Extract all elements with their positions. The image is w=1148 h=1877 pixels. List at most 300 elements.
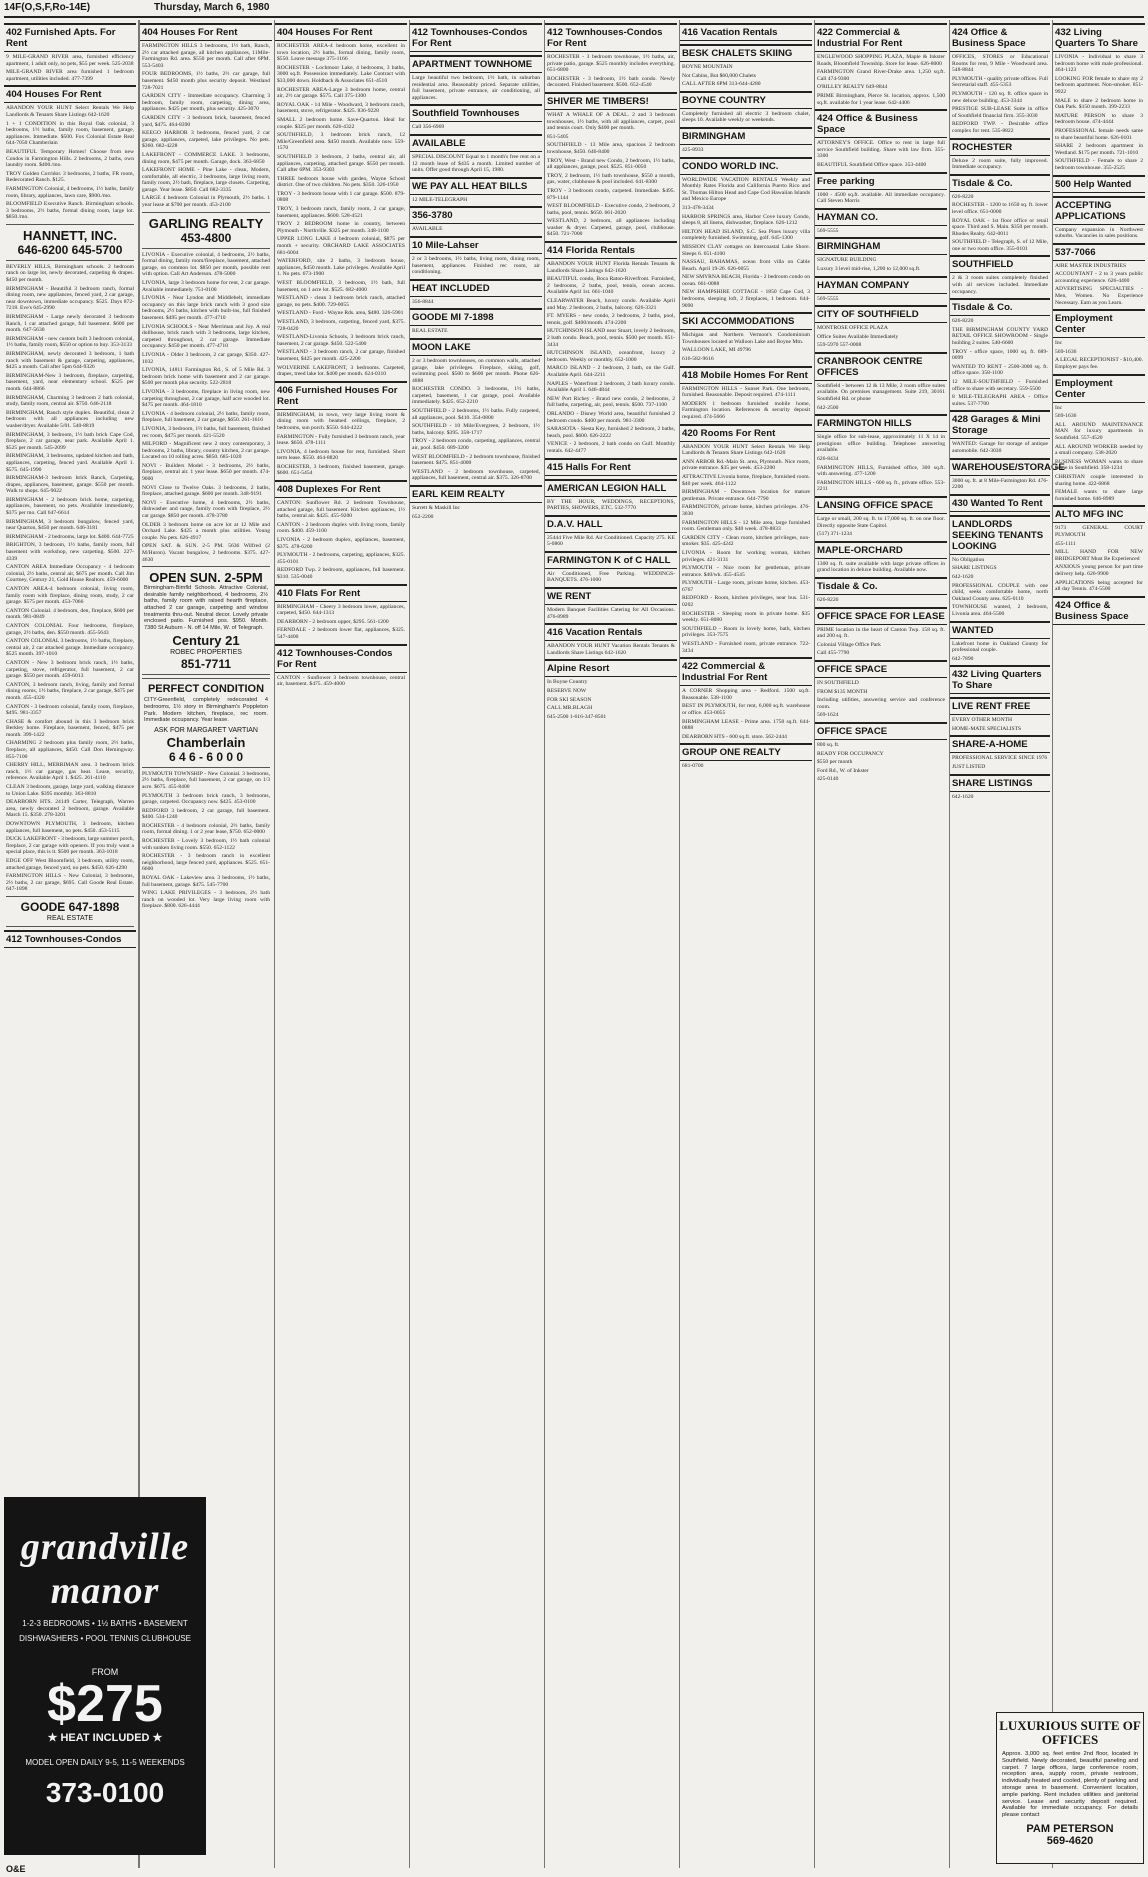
classified-ad: LARGE 4 bedroom Colonial in Plymouth, 2½ baths. 1 year lease at $700 per month. 453-2100: [142, 195, 270, 209]
hannett-ad: HANNETT, INC. 646-6200 645-5700: [6, 224, 134, 261]
grandville-manor-ad: grandville manor 1-2-3 BEDROOMS • 1½ BATHS • BASEMENT DISHWASHERS • POOL TENNIS CLUBHOUSE FROM $275 ★ HEAT INCLUDED ★ MODEL OPEN DAILY 9-5, 11-5 WEEKENDS 373-0100: [4, 1497, 206, 1855]
classified-ad: Luxury 3 level mid-rise, 1,200 to 12,000 sq.ft.: [817, 265, 921, 272]
classified-ad: 1000 - 4500 sq.ft. available. All immediate occupancy. Call Steven Morris: [817, 191, 945, 205]
section-heading: LANDLORDS SEEKING TENANTS LOOKING: [950, 515, 1050, 555]
classified-ad: BIRMINGHAM-3 bedroom brick Ranch, Carpeting, drapes, appliances, basement, garage. $550 per month. Walk to shops. 645-9022: [6, 475, 134, 495]
classified-ad: WESTLAND - Ford - Wayne Rds. area, $480. 326-5901: [277, 310, 404, 317]
classified-ad: ABANDON YOUR HUNT Florida Rentals Tenants & Landlords Share Listings 642-1620: [547, 261, 675, 274]
section-heading: BOYNE COUNTRY: [680, 91, 812, 109]
classified-ad: BIRMINGHAM-New 3 bedroom, fireplace, carpeting, basement, yard, near elementary school. $525 per month. 644-8866: [6, 372, 134, 392]
classified-ad: Single office for sub-lease, approximately 11 X 14 in prestigious office building. Telephone answering available.: [817, 434, 945, 454]
classified-ad: Large beautiful two bedroom, 1½ bath, in suburban residential area. Reasonably priced. Separate utilities, full basement, private entrance, air conditioning, all appliances.: [412, 75, 540, 101]
column-3: [274, 20, 407, 1868]
luxurious-suite-ad: LUXURIOUS SUITE OF OFFICES Approx. 3,000 sq. feet entire 2nd floor, located in Southfield. Newly decorated, beautiful paneling and carpet. 7 large offices, large conference room, reception area, supply room, private restroom, individually heated and cooled, plenty of parking and storage area in basement. Convenient location, ample parking. Rent includes utilities and janitorial service. Lease and security deposit required. Available for immediate occupancy. For details please contact PAM PETERSON 569-4620: [996, 1712, 1144, 1864]
section-heading: 432 Living Quarters To Share: [950, 665, 1050, 694]
column-6: [679, 20, 812, 1868]
classified-ad: NOVI - Builders Model - 3 bedrooms, 2½ baths, fireplace, central air. 1 year lease. $650 per month. 474-9000: [142, 462, 270, 483]
section-heading: WE RENT: [545, 587, 677, 605]
section-heading: 424 Office & Business Space: [815, 109, 947, 138]
classified-ad: WESTLAND - Furnished room, private entrance. 722-3434: [682, 641, 810, 654]
classified-ad: ROCHESTER AREA-4 bedroom home, excellent in town location, 2½ baths, formal dining, family room, $550. Leave message 375-1166: [277, 43, 405, 63]
classified-ad: LIVONIA - 4 bedroom colonial, 2½ baths, family room, fireplace, full basement, 2 car garage, $650. 261-1616: [142, 410, 270, 424]
classified-ad: JUST LISTED: [952, 764, 986, 771]
classified-ad: WEST BLOOMFIELD - 2 bedroom townhouse, finished basement. $475. 851-4000: [412, 453, 540, 467]
classified-ad: FARMINGTON, private home, kitchen privileges. 476-3030: [682, 504, 810, 517]
column-4: [409, 20, 542, 1868]
column-8: [949, 20, 1065, 1868]
classified-ad: TROY Golden Corridor. 3 bedrooms, 2 baths, FR room, Redecorated Ranch. $125.: [6, 170, 134, 184]
column-9: [1052, 20, 1145, 1868]
classified-ad: 9173 GENERAL COURT PLYMOUTH: [1055, 525, 1143, 538]
classified-ad: FERNDALE - 2 bedroom lower flat, appliances, $325. 547-4400: [277, 627, 405, 640]
classified-ad: CHASE & comfort abound in this 3 bedroom brick Berkley home. Fireplace, basement, fenced, $475 per month. 399-1422: [6, 718, 134, 738]
classified-ad: No Obligation: [952, 556, 985, 563]
classified-ad: 681-0700: [682, 763, 704, 770]
classified-ad: 626-8220: [817, 596, 839, 603]
section-heading: Southfield Townhouses: [410, 104, 542, 122]
section-heading: 414 Florida Rentals: [545, 241, 677, 259]
classified-ad: Lakefront home in Oakland County for professional couple.: [952, 640, 1048, 654]
classified-ad: MILE-GRAND RIVER area furnished 1 bedroom apartment, utilities included. 477-7399: [6, 69, 134, 82]
classified-ad: Surrett & Maskill Inc: [412, 505, 461, 511]
classified-ad: MILFORD - Magnificent new 2 story contemporary, 3 bedrooms, 2 baths, library, country kitchen, 2 car garage. Located on 10 rolling acres. $850. 685-1020: [142, 441, 270, 461]
classified-ad: NAPLES - Waterfront 2 bedroom, 2 bath luxury condo. Available April 1. 646-4844: [547, 380, 675, 394]
classified-ad: LIVONIA - Older 3 bedroom, 2 car garage, $350. 427-1032: [142, 351, 270, 365]
classified-ad: BIRMINGHAM, 3 bedrooms, updated kitchen and bath, appliances, carpeting, fenced yard. Available April 1. $575. 645-1990: [6, 453, 134, 473]
classified-ad: BIRMINGHAM - Downtown location for mature gentleman. Private entrance. 644-7790: [682, 489, 810, 502]
classified-ad: WESTLAND - clean 3 bedroom brick ranch, attached garage, no pets. $400. 729-0055: [277, 295, 405, 308]
classified-ad: FARMINGTON Grand River-Drake area. 1,250 sq.ft. Call 474-9300: [817, 69, 945, 82]
classified-ad: SOUTHFIELD, 3 bedroom brick ranch, 12 Mile/Greenfield area. $450 month. Available now. 559-1570: [277, 132, 405, 152]
classified-ad: ROYAL OAK - 1st floor office or retail space. Third and S. Main. $350 per month. Rhodes Realty. 642-0011: [952, 217, 1048, 237]
classified-ad: 569-1636: [1055, 413, 1077, 420]
section-heading: CITY OF SOUTHFIELD: [815, 305, 947, 323]
classified-ad: REDFORD Twp. 2 bedroom, appliances, full basement. $310. 535-0040: [277, 567, 405, 580]
classified-ad: CHERRY HILL, MERRIMAN area. 3 bedroom brick ranch, 1½ car garage, gas heat. Lease, security, reference. Available April 1. $425. 261-4110: [6, 762, 134, 782]
section-heading: MAPLE-ORCHARD: [815, 541, 947, 559]
classified-ad: TROY, 3 bedroom ranch, family room, 2 car garage, basement, appliances. $600. 528-4521: [277, 206, 405, 219]
section-heading: OFFICE SPACE: [815, 660, 947, 678]
section-heading: Tisdale & Co.: [815, 577, 947, 595]
section-heading: 422 Commercial & Industrial For Rent: [815, 23, 947, 52]
classified-ad: ROCHESTER - Sleeping room in private home. $35 weekly. 651-8080: [682, 610, 810, 624]
classified-ad: BOYNE MOUNTAIN: [682, 64, 733, 70]
classified-ad: REDFORD 3 bedroom, 2 car garage, full basement. $400. 534-1240: [142, 807, 270, 821]
open-sun-ad: OPEN SUN. 2-5PM Birmingham-Bimfld Schools. Attractive Colonial, desirable family neighborhood, 4 bedrooms, 2½ baths, family room with raised hearth fireplace, attached 2 car garage, carpeting and window treatments thru-out. Neutral decor. Lovely private enclosed patio. Furnished pos. $950. Month. 7380 St Auburn - N. off 14 Mile, W. of Telegraph. Century 21 ROBEC PROPERTIES 851-7711: [142, 566, 270, 675]
classified-ad: LIVONIA - Near Lyndon and Middlebelt, immediate occupancy on this large brick ranch with 3 good size bedrooms, 2½ baths, kitchen with built-ins, full finished basement. $495 per month. 477-4710: [142, 295, 270, 321]
classified-ad: 642-2500: [817, 404, 839, 411]
classified-ad: 652-2200: [412, 513, 434, 520]
section-heading: OFFICE SPACE: [815, 722, 947, 740]
classified-ad: 425-0140: [817, 776, 839, 783]
classified-ad: Company expansion in Northwest suburbs. Vacancies in sales positions.: [1055, 226, 1143, 240]
classified-ad: PROFESSIONAL COUPLE with one child, seeks comfortable home, north Oakland County area. 625-0110: [952, 582, 1048, 602]
classified-ad: ROYAL OAK - Lakeview area. 3 bedrooms, 1½ baths, full basement, garage. $475. 545-7700: [142, 875, 270, 888]
section-heading: WANTED: [950, 621, 1050, 639]
classified-ad: Large or small, 200 sq. ft. to 17,000 sq. ft. on one floor. Directly opposite State Capitol.: [817, 516, 945, 529]
section-heading: BIRMINGHAM: [815, 237, 947, 255]
classified-ad: 2 or 3 bedrooms, 1½ baths, living room, dining room, basement, appliances. Finished rec room, air conditioning.: [412, 255, 540, 276]
classified-ad: APPLICATIONS being accepted for all day Tennis. 474-5500: [1055, 579, 1143, 593]
section-heading: 412 Townhouses-Condos For Rent: [410, 23, 542, 52]
section-heading: Alpine Resort: [545, 659, 677, 677]
section-heading: 404 Houses For Rent: [275, 23, 407, 41]
classified-ad: DEARBORN HTS. 24149 Carter, Telegraph, Warren area, newly decorated 2 bedroom, garage. Available March 15. $350. 278-3201: [6, 799, 134, 819]
classified-ad: TROY - 2 bedroom condo, carpeting, appliances, central air, pool. $450. 689-3200: [412, 438, 540, 452]
classified-ad: DEARBORN - 2 bedroom upper, $295. 561-1200: [277, 618, 389, 625]
classified-ad: 2 & 3 room suites completely finished with all services included. Immediate occupancy.: [952, 275, 1048, 295]
classified-ad: GARDEN CITY - 3 bedroom brick, basement, fenced yard, $475. 464-8390: [142, 114, 270, 128]
classified-ad: FARMINGTON - Fully furnished 3 bedroom ranch, year lease. $650. 478-1111: [277, 433, 405, 447]
section-heading: HEAT INCLUDED: [410, 279, 542, 297]
classified-ad: 559-5970 557-0008: [817, 342, 862, 349]
classified-ad: 2 or 3 bedroom townhouses, on common walls, attached garage, lake privileges. Fireplace, skiing, golf, swimming pool. $500 to $600 per month. Phone 626-4888: [412, 357, 540, 384]
classified-ad: MALE to share 2 bedroom home in Oak Park. $150 month. 399-2233: [1055, 97, 1143, 111]
classified-ad: WESTLAND, 2 bedroom, all appliances including washer & dryer. Carpeted, garage, pool, clubhouse. $450. 721-7000: [547, 218, 675, 238]
classified-ad: NASSAU, BAHAMAS, ocean front villa on Cable Beach. April 19-26. 626-0055: [682, 259, 810, 272]
classified-ad: BIRMINGHAM, newly decorated 3 bedroom, 1 bath ranch with basement & garage, carpeting, appliances, $425 a month. Call after 5pm 644-9326: [6, 351, 134, 371]
classified-ad: IN SOUTHFIELD: [817, 679, 859, 686]
classified-ad: NOVI Close to Twelve Oaks. 3 bedrooms, 2 baths, fireplace, attached garage. $600 per month. 348-9191: [142, 484, 270, 498]
classified-ad: DUCK LAKEFRONT - 3 bedroom, large summer porch, fireplace, 2 car garage with openers. If you truly want a special place, this is it. $500 per month. 363-1018: [6, 836, 134, 856]
classified-ad: SOUTHFIELD 3 bedroom, 2 baths, central air, all appliances, carpeting, attached garage. $550 per month. Call after 6PM. 353-9303: [277, 153, 405, 174]
classified-ad: WESTLAND - 3 bedroom ranch, 2 car garage, finished basement, $425 per month. 425-2200: [277, 349, 405, 362]
classified-ad: 569-1636: [1055, 348, 1077, 355]
classified-ad: CANTON AREA Immediate Occupancy - 4 bedroom colonial, 2½ baths, central air, $675 per month. Call Jim Courtney, Century 21, Gold House Realtors. 459-6000: [6, 564, 134, 584]
classified-ad: ROCHESTER - 3 bedroom townhouse, 1½ baths, air, private patio, garage. $525 monthly includes everything. 651-6800: [547, 54, 675, 74]
classified-ad: EVERY OTHER MONTH: [952, 717, 1013, 724]
section-heading: 418 Mobile Homes For Rent: [680, 366, 812, 384]
section-heading: 422 Commercial & Industrial For Rent: [680, 657, 812, 686]
classified-ad: FARMINGTON HILLS, Furnished office, 300 sq.ft. with answering. 477-1200: [817, 464, 945, 478]
section-heading: GOODE MI 7-1898: [410, 308, 542, 326]
section-heading: 416 Vacation Rentals: [545, 623, 677, 641]
column-7: [814, 20, 947, 1868]
goode-ad: GOODE 647-1898 REAL ESTATE: [6, 896, 134, 927]
classified-ad: NEW SMYRNA BEACH, Florida - 2 bedroom condo on ocean. 661-0088: [682, 274, 810, 287]
classified-ad: TOWNHOUSE wanted, 2 bedroom, Livonia area. 464-5500: [952, 604, 1048, 617]
classified-ad: WESTLAND-Livonia Schools, 3 bedroom brick ranch, basement, 2 car garage. $450. 522-5400: [277, 334, 405, 347]
classified-ad: PLYMOUTH - Nice room for gentleman, private entrance. $40/wk. 455-4545: [682, 565, 810, 578]
classified-ad: SOUTHFIELD - Female to share 2 bedroom townhouse. 355-2525: [1055, 158, 1143, 171]
classified-ad: MISSION CLAY cottages on Intercoastal Lake Shore. Sleeps 6. 651-4100: [682, 243, 810, 257]
section-heading: Employment Center: [1053, 374, 1145, 403]
classified-ad: FARMINGTON HILLS - 12 Mile area, large furnished room. Gentleman only. $40 week. 478-8833: [682, 519, 810, 533]
classified-ad: BIRMINGHAM - 2 bedroom brick home, carpeting, appliances, basement, no pets. Available immediately, $375 per mo. Call 647-6614: [6, 496, 134, 517]
classified-ad: ATTRACTIVE Livonia home, fireplace, furnished room. $40 per week. 464-1122: [682, 473, 811, 487]
classified-ad: LIVONIA, 4 bedroom house for rent, furnished. Short term lease. $550. 464-8820: [277, 448, 405, 462]
classified-ad: KEEGO HARBOR 3 bedrooms, fenced yard, 2 car garage, appliances, carpeted, lake privileges. No pets. $360. 682-4228: [142, 130, 270, 150]
section-heading: WAREHOUSE/STORAGE: [950, 458, 1050, 476]
classified-ad: ALL AROUND WORKER needed by a small company. 538-2020: [1055, 443, 1143, 457]
classified-ad: 642-1620: [952, 793, 974, 800]
classified-ad: 642-7890: [952, 655, 974, 662]
classified-ad: Deluxe 2 room suite, fully improved. Immediate occupancy.: [952, 157, 1048, 171]
section-heading: SOUTHFIELD: [950, 255, 1050, 273]
section-heading: HAYMAN CO.: [815, 208, 947, 226]
section-heading: GROUP ONE REALTY: [680, 743, 812, 761]
classified-ad: Inc: [1055, 340, 1063, 347]
classified-ad: FT. MYERS - new condo, 2 bedrooms, 2 baths, pool, tennis, golf. $400/month. 474-2200: [547, 313, 675, 326]
classified-ad: CANTON COLONIAL Four bedrooms, fireplace, garage, 2½ baths, den. $550 month. 455-5643: [6, 622, 134, 636]
classified-ad: ROCHESTER CONDO. 3 bedrooms, 1½ baths, carpeted, basement, 1 car garage, pool. Available immediately. $425. 652-2210: [412, 386, 540, 406]
classified-ad: SOUTHFIELD - 10 Mile/Evergreen, 2 bedroom, 1½ baths, balcony. $395. 358-1717: [412, 423, 540, 436]
section-heading: Free parking: [815, 172, 947, 190]
section-heading: 408 Duplexes For Rent: [275, 480, 407, 498]
classified-ad: ANN ARBOR Rd.-Main St. area, Plymouth. Nice room, private entrance. $35 per week. 453-2200: [682, 458, 810, 472]
section-heading: Tisdale & Co.: [950, 298, 1050, 316]
classified-ad: SOUTHFIELD - 13 Mile area, spacious 2 bedroom townhouse, $450. 646-8400: [547, 142, 675, 155]
classified-ad: 626-8220: [952, 318, 974, 325]
classified-ad: GARDEN CITY - Clean room, kitchen privileges, non-smoker. $35. 425-4242: [682, 534, 810, 548]
classified-ad: ROCHESTER - Lochmoor Lake, 4 bedrooms, 3 baths, 3000 sq.ft. Possession immediately. Lake Contract with $33,000 down. Holdback & Associates 651-4510: [277, 64, 405, 84]
section-heading: 430 Wanted To Rent: [950, 494, 1050, 512]
classified-ad: In Boyne Country: [547, 679, 588, 686]
classified-ad: BIRMINGHAM LEASE - Prime area. 1750 sq.ft. 644-0888: [682, 718, 810, 732]
classified-ad: PLYMOUTH 3 bedroom brick ranch, 3 bedrooms, garage, carpeted. Occupancy now. $425. 453-0100: [142, 792, 270, 806]
classified-ad: BEST IN PLYMOUTH, for rent, 6,000 sq.ft. warehouse or office. 453-0055: [682, 703, 810, 716]
classified-ad: MATURE PERSON to share 3 bedroom house. 474-4444: [1055, 112, 1143, 126]
classified-ad: 569-5555: [817, 227, 839, 234]
column-5: [544, 20, 677, 1868]
classified-ad: Completely furnished all electric 3 bedroom chalet, sleeps 10. Available weekly or weekends.: [682, 110, 810, 124]
section-townhouses: 412 Townhouses-Condos: [4, 930, 136, 948]
classified-ad: 9 MILE-GRAND RIVER area, furnished efficiency apartment, 1 adult only, no pets, $55 per week. 525-2038: [6, 54, 134, 67]
classified-ad: 851-5405: [547, 133, 569, 140]
section-heading: 404 Houses For Rent: [4, 85, 136, 103]
classified-ad: 626-8434: [817, 456, 839, 463]
classified-ad: 626-8220: [952, 193, 974, 200]
classified-ad: ANXIOUS young person for part time delivery help. 626-9900: [1055, 564, 1143, 577]
section-heading: AMERICAN LEGION HALL: [545, 479, 677, 497]
classified-ad: 12 MILE-TELEGRAPH: [412, 196, 468, 203]
classified-ad: CHARMING 2 bedroom plus family room, 2½ baths, fireplace, all appliances, $450. Call Don Hemingway. 855-7100: [6, 740, 134, 760]
classified-ad: Michigan and Northern Vermont's Condominium Townhouses located at Walloon Lake and Boyne Mtn.: [682, 332, 810, 345]
classified-ad: WHAT A WHALE OF A DEAL. 2 and 3 bedroom townhouses, 1½ baths, with all appliances, carpet, pool and tennis court. Only $400 per month.: [547, 111, 675, 132]
section-heading: ACCEPTING APPLICATIONS: [1053, 196, 1145, 225]
section-heading: EARL KEIM REALTY: [410, 485, 542, 503]
classified-ad: MILL HAND FOR NEW BRIDGEPORT Must Be Experienced: [1055, 549, 1143, 562]
classified-ad: CALL MR.BLAGH: [547, 705, 593, 712]
section-heading: SKI ACCOMMODATIONS: [680, 312, 812, 330]
classified-ad: CANTON: Sunflower Rd. 2 bedroom Townhouse, attached garage, full basement. Kitchen appliances, 1½ baths, central air. $425. 455-9200: [277, 500, 405, 520]
classified-ad: Not Cabins, But $60,000 Chalets: [682, 72, 756, 79]
classified-ad: READY FOR OCCUPANCY: [817, 750, 884, 757]
classified-ad: SOUTHFIELD - Room in lovely home, bath, kitchen privileges. 353-7575: [682, 625, 810, 639]
section-heading: D.A.V. HALL: [545, 515, 677, 533]
classified-ad: WING LAKE PRIVILEGES - 3 bedroom, 2½ bath ranch on wooded lot. Very large living room with fireplace. $800. 626-4444: [142, 890, 270, 910]
section-heading: 10 Mile-Lahser: [410, 236, 542, 254]
classified-ad: ROCHESTER - 3 bedroom, 1½ bath condo. Newly decorated. Finished basement. $500. 652-4540: [547, 75, 675, 89]
classified-ad: LAKEFRONT - COMMERCE LAKE. 3 bedrooms, dining room, $475 per month. Garage, dock. 363-6850: [142, 151, 270, 165]
classified-ad: WOLVERINE LAKEFRONT, 3 bedrooms. Carpeted, drapes, treed lake lot. $400 per month. 624-0310: [277, 364, 405, 378]
classified-ad: RESERVE NOW: [547, 688, 587, 695]
classified-ad: DOWNTOWN PLYMOUTH, 3 bedroom, kitchen appliances, full basement, no pets. $450. 453-5115: [6, 821, 134, 834]
classified-ad: SPECIAL DISCOUNT Equal to 1 month's free rent on a 12 month lease of $435 a month. Limited number of units. Offer good through April 15, 1980.: [412, 153, 540, 174]
section-heading: MOON LAKE: [410, 338, 542, 356]
classified-ad: NEW Port Richey - Brand new condo, 2 bedrooms, 2 full baths, carpeting, air, pool, tennis. $500. 737-1100: [547, 395, 675, 409]
classified-ad: CLEARWATER Beach, luxury condo. Available April and May. 2 bedroom, 2 baths, balcony. 626-3321: [547, 298, 675, 311]
classified-ad: VENICE - 2 bedroom, 2 bath condo on Gulf. Monthly rentals. 642-4477: [547, 441, 675, 454]
classified-ad: OLDER 3 bedroom home on acre lot at 12 Mile and Orchard Lake. $425 a month plus utilities. Young couple. No pets. 626-4917: [142, 521, 270, 541]
classified-ad: Air Conditioned, Free Parking. WEDDINGS-BANQUETS. 476-1000: [547, 570, 675, 584]
classified-ad: Colonial Village Office Park: [817, 641, 881, 648]
classified-ad: FARMINGTON Colonial, 4 bedrooms, 1½ baths, family room, library, appliances, lawn care, $900./mo.: [6, 185, 134, 199]
classified-ad: BIRMINGHAM, in town, very large living room & dining room with beamed ceilings, fireplace, 2 bedrooms, sun porch. $550. 644-4222: [277, 411, 405, 431]
classified-ad: EDGE OFF West Bloomfield, 3 bedroom, utility room, attached garage, fenced yard, no pets. $450. 626-4290: [6, 857, 134, 871]
classified-ad: BIRMINGHAM, 3 bedroom, 1½ bath brick Cape Cod, fireplace, 2 car garage, near park. Available April 1. $525 per month. 545-2099: [6, 431, 134, 451]
classified-ad: LIVONIA, 14811 Farmington Rd., S. of 5 Mile Rd. 3 bedroom brick home with basement and 2 car garage. $500 per month plus security. 522-2818: [142, 367, 270, 387]
classified-ad: FARMINGTON HILLS - New Colonial, 3 bedrooms, 2½ baths, 2 car garage, $695. Call Goode Real Estate. 647-1898: [6, 873, 134, 893]
classified-ad: ROCHESTER AREA-Large 3 bedroom home, central air, 2½ car garage. $575. Call 375-1300: [277, 86, 405, 100]
classified-ad: WALLOON LAKE, MI 49796: [682, 347, 751, 354]
classified-ad: OFFICES, STORES or Educational Rooms for rent, 9 Mile - Woodward area. 548-8844: [952, 54, 1048, 74]
classified-ad: PLYMOUTH - 120 sq. ft. office space in new deluxe building. 453-3344: [952, 90, 1048, 104]
classified-ad: CLEAN 3 bedroom, garage, large yard, walking distance to Union Lake. $395 monthly. 363-8810: [6, 784, 134, 797]
classified-ad: TROY - 3 bedroom condo, carpeted. Immediate. $495. 879-1144: [547, 187, 675, 201]
section-heading: FARMINGTON K of C HALL: [545, 551, 677, 569]
section-heading: 415 Halls For Rent: [545, 458, 677, 476]
classified-ad: BIRMINGHAM - Beautiful 3 bedroom ranch, formal dining room, new appliances, fenced yard, 2 car garage, near downtown, immediate occupancy. $525. Days 872-7218. Eve's 645-2990: [6, 285, 134, 312]
classified-ad: CALL AFTER 6PM 313-644-4280: [682, 81, 761, 88]
classified-ad: LIVONIA - Individual to share 3 bedroom home with male professional. 464-1123: [1055, 54, 1143, 74]
classified-ad: ABANDON YOUR HUNT Select Rentals We Help Landlords & Tenants Share Listings 642-1620: [6, 105, 134, 118]
classified-ad: AIRE MASTER INDUSTRIES: [1055, 262, 1127, 269]
classified-ad: BIRMINGHAM - new custom built 3 bedroom colonial, 1½ baths, family room, $550 or option to buy. 353-3133: [6, 335, 134, 349]
classified-ad: BIRMINGHAM, Ranch style duplex. Beautiful, clean 2 bedroom with all appliances including new washer/dryer. Available 5/01. 540-8819: [6, 409, 134, 429]
section-heading: 412 Townhouses-Condos For Rent: [275, 644, 407, 673]
section-heading: 404 Houses For Rent: [140, 23, 272, 41]
classified-ad: CANTON - Sunflower 3 bedroom townhouse, central air, basement. $475. 459-4000: [277, 674, 405, 688]
section-heading: SHIVER ME TIMBERS!: [545, 92, 677, 110]
section-heading: CRANBROOK CENTRE OFFICES: [815, 352, 947, 381]
classified-ad: (517) 371-1234: [817, 531, 852, 538]
classified-ad: REDFORD - Room, kitchen privileges, near bus. 531-0202: [682, 595, 810, 609]
classified-ad: BIRMINGHAM - Large newly decorated 3 bedroom Ranch, 1 car attached garage, full basement. $600 per month. 647-5630: [6, 314, 134, 334]
classified-ad: CANTON - New 3 bedroom brick ranch, 1½ baths, carpeting, stove, refrigerator, full basement, 2 car garage. $550 per month. 459-6013: [6, 659, 134, 680]
classified-ad: Office Suites Available Immediately: [817, 333, 899, 340]
classified-ad: CANTON Colonial. 4 bedroom, den, fireplace, $600 per month. 981-0849: [6, 607, 134, 621]
classified-ad: Southfield - between 12 & 13 Mile, 2 room office suites available. On premises management. Suite 219, 30161 Southfield Rd. or phone: [817, 382, 945, 403]
classified-ad: FOUR BEDROOMS, 1½ baths, 2½ car garage, full basement. $450 month plus security deposit. Westland 728-7021: [142, 71, 270, 91]
classified-ad: REDFORD TWP. - Desirable office complex for rent. 535-8822: [952, 121, 1048, 134]
classified-ad: ROCHESTER - 1200 to 1650 sq. ft. lower level office. 651-0000: [952, 202, 1048, 215]
classified-ad: UPPER LONG LAKE 4 bedroom colonial, $875 per month + security. ORCHARD LAKE ASSOCIATES 681-6004: [277, 236, 405, 256]
classified-ad: BEAUTIFUL condo, Boca Raton-Riverfront. Furnished, 2 bedrooms, 2 baths, pool, tennis, ocean access. Available April 1st. 661-1040: [547, 276, 675, 296]
section-heading: AVAILABLE: [410, 134, 542, 152]
classified-ad: BY THE HOUR, WEDDINGS, RECEPTIONS, PARTIES, SHOWERS, ETC. 532-7770: [547, 498, 675, 512]
classified-ad: MARCO ISLAND - 2 bedroom, 2 bath, on the Gulf. Available April. 644-2211: [547, 365, 675, 378]
classified-ad: MONTROSE OFFICE PLAZA: [817, 325, 888, 332]
classified-ad: 645-2500 1-616-347-8501: [547, 713, 607, 720]
perfect-condition-ad: PERFECT CONDITION CITY-Greenfield, completely redecorated 4 bedrooms, 1½ story in Birmingham's Poppleton Park. Modern kitchen, fireplace, rec room. Immediate occupancy. Year lease. ASK FOR MARGARET VARTIAN Chamberlain 6 4 6 - 6 0 0 0: [142, 678, 270, 767]
classified-ad: WANTED: Garage for storage of antique automobile. 642-3030: [952, 441, 1048, 454]
classified-ad: LIVONIA - 2 bedroom duplex, appliances, basement, $375. 478-6200: [277, 537, 405, 550]
classified-ad: BUSINESS WOMAN wants to share home in Southfield. 358-1234: [1055, 458, 1143, 472]
section-heading: 410 Flats For Rent: [275, 584, 407, 602]
classified-ad: 8 MILE-TELEGRAPH AREA - Office suites. 537-7700: [952, 394, 1048, 407]
classified-ad: FOR SKI SEASON: [547, 696, 592, 703]
classified-ad: 569-5555: [817, 295, 839, 302]
section-heading: BESK CHALETS SKIING: [680, 44, 812, 62]
classified-ad: TROY, 2 bedroom, 1½ bath townhouse, $550 a month, gas, water, clubhouse & pool included. 641-8300: [547, 172, 675, 186]
classified-ad: LIVONIA, large 3 bedroom home for rent, 2 car garage. Available immediately. 751-0100: [142, 280, 270, 293]
classified-ad: CANTON - 2 bedroom duplex with living room, family room. $400. 459-1100: [277, 521, 405, 535]
classified-ad: Call 356-6969: [412, 124, 445, 131]
page-header: [4, 2, 1144, 18]
section-heading: WE PAY ALL HEAT BILLS: [410, 177, 542, 195]
classified-ad: SARASOTA - Siesta Key, furnished 2 bedroom, 2 baths, beach, pool. $600. 626-2222: [547, 426, 675, 439]
classified-ad: SMALL 2 bedroom home. Save-Quarton. Ideal for couple. $325 per month. 626-4322: [277, 116, 405, 130]
section-heading: 406 Furnished Houses For Rent: [275, 381, 407, 410]
classified-ad: ABANDON YOUR HUNT Select Rentals We Help Landlords & Tenants Share Listings 642-1620: [682, 443, 810, 457]
classified-ad: CANTON - 3 bedroom colonial, family room, fireplace, $495. 981-3357: [6, 703, 134, 717]
section-heading: 412 Townhouses-Condos For Rent: [545, 23, 677, 52]
section-heading: SHARE-A-HOME: [950, 735, 1050, 753]
classified-ad: CHRISTIAN couple interested in sharing home. 422-6868: [1055, 473, 1143, 487]
section-heading: Employment Center: [1053, 309, 1145, 338]
classified-ad: 800 sq. ft.: [817, 741, 840, 748]
classified-ad: HUTCHINSON ISLAND, oceanfront, luxury 2 bedroom. Weekly or monthly. 652-1000: [547, 350, 675, 363]
classified-ad: BIRMINGHAM, Charming 3 bedroom 2 bath colonial, study, family room, central air. $750. 646-2118: [6, 394, 134, 408]
classified-ad: Modern Banquet Facilities Catering for All Occasions. 476-8989: [547, 607, 675, 620]
section-heading: 424 Office & Business Space: [950, 23, 1050, 52]
section-heading: CONDO WORLD INC.: [680, 157, 812, 175]
classified-ad: MODERN 1 bedroom furnished mobile home, Farmington location. References & security deposit required. 474-5666: [682, 400, 810, 420]
classified-ad: NOVI - Executive home, 4 bedrooms, 2½ baths, dishwasher and range, family room with fireplace, 2½ car garage. $850 per month. 478-3780: [142, 499, 270, 520]
classified-ad: Call 455-7790: [817, 650, 850, 657]
section-heading: LANSING OFFICE SPACE: [815, 496, 947, 514]
classified-ad: BLOOMFIELD Executive Ranch. Birmingham schools. 3 bedrooms, 2½ baths, formal dining room, large lot. $850./mo.: [6, 201, 134, 221]
classified-ad: ATTORNEY'S OFFICE. Office to rent in large full service Southfield building. Share with law firm. 355-3300: [817, 140, 945, 160]
classified-ad: BIRMINGHAM, 3 bedroom bungalow, fenced yard, near Quarton, $450 per month. 646-3181: [6, 518, 134, 532]
classified-ad: ENGLEWOOD SHOPPING PLAZA, Maple & Inkster Roads, Bloomfield Township. Store for lease. 626-8000: [817, 54, 945, 67]
classified-ad: FARMINGTON HILLS - 600 sq. ft., private office. 553-2211: [817, 479, 945, 493]
classified-ad: O'RILLEY REALTY 649-8844: [817, 84, 888, 91]
classified-ad: GARDEN CITY - Immediate occupancy. Charming 3 bedroom, family room, carpeting, dining area, appliances. $425 per month, plus security. 425-3070: [142, 93, 270, 113]
classified-ad: BEVERLY HILLS, Birmingham schools. 2 bedroom ranch on large lot, newly decorated, carpeting & drapes. $450 per month.: [6, 263, 134, 284]
classified-ad: HARBOR SPRINGS area, Harbor Cove luxury Condo, sleeps 8, all linens, dishwasher, fireplace. 626-1212: [682, 213, 810, 227]
classified-ad: PROFESSIONAL female needs same to share beautiful home. 626-0101: [1055, 127, 1143, 141]
classified-ad: 25444 Five Mile Rd. Air Conditioned. Capacity 275. KE 5-0860: [547, 534, 675, 548]
classified-ad: REAL ESTATE: [412, 328, 448, 335]
section-heading: LIVE RENT FREE: [950, 697, 1050, 715]
classified-ad: WANTED TO RENT - 2500-3000 sq. ft. office space. 358-1100: [952, 363, 1048, 377]
section-heading: APARTMENT TOWNHOME: [410, 55, 542, 73]
section-heading: 424 Office & Business Space: [1053, 596, 1145, 625]
section-heading: HAYMAN COMPANY: [815, 276, 947, 294]
classified-ad: TROY, West - Brand new Condo, 2 bedroom, 1½ baths, all appliances, garage, pool. $525. 851-0050: [547, 157, 675, 171]
classified-ad: WORLDWIDE VACATION RENTALS Weekly and Monthly Rates Florida and California Puerto Rico and St. Thomas Hilton Head and Cape Cod Hawaiian Islands and Mexico Europe: [682, 176, 810, 203]
section-heading: ROCHESTER: [950, 138, 1050, 156]
section-heading: 500 Help Wanted: [1053, 175, 1145, 193]
classified-ad: SHARE LISTINGS: [952, 565, 997, 572]
classified-ad: THE BIRMINGHAM COUNTY YARD RETAIL OFFICE SHOWROOM - Single building 2 suites. 540-6600: [952, 326, 1048, 347]
classified-ad: PLYMOUTH - 2 bedrooms, carpeting, appliances, $325. 455-0101: [277, 552, 405, 565]
classified-ad: HOME-MATE SPECIALISTS: [952, 725, 1022, 732]
classified-ad: Ford Rd., W. of Inkster: [817, 767, 869, 774]
classified-ad: CANTON COLONIAL 3 bedrooms, 1½ baths, fireplace, central air, 2 car attached garage. Immediate occupancy. $525 month. 397-1010: [6, 638, 134, 658]
classified-ad: SOUTHFIELD - 2 bedrooms, 1½ baths. Fully carpeted, all appliances, pool. $410. 354-0800: [412, 408, 540, 421]
classified-ad: HUTCHINSON ISLAND near Stuart, lovely 2 bedroom, 2 bath condo. Beach, pool, tennis. $500 per month. 851-3434: [547, 328, 675, 348]
classified-ad: NEW HAMPSHIRE COTTAGE - 1850 Cape Cod, 3 bedrooms, sleeping loft, 2 fireplaces, 1 bedroom. 644-9090: [682, 289, 810, 309]
classified-ad: Inc: [1055, 404, 1063, 411]
classified-ad: 425-8933: [682, 146, 704, 153]
classified-ad: PLYMOUTH - quality private offices. Full Secretarial staff. 455-5353: [952, 75, 1048, 89]
classified-ad: BRIGHTON, 3 bedroom, 1½ baths, family room, full basement with workshop, new carpeting. $500. 227-4339: [6, 542, 134, 562]
classified-ad: ALL AROUND MAINTENANCE MAN for luxury apartments in Southfield. 557-4520: [1055, 421, 1143, 441]
classified-ad: ROYAL OAK - 14 Mile - Woodward, 3 bedroom ranch, basement, stove, refrigerator. $425. 836-9228: [277, 101, 405, 115]
